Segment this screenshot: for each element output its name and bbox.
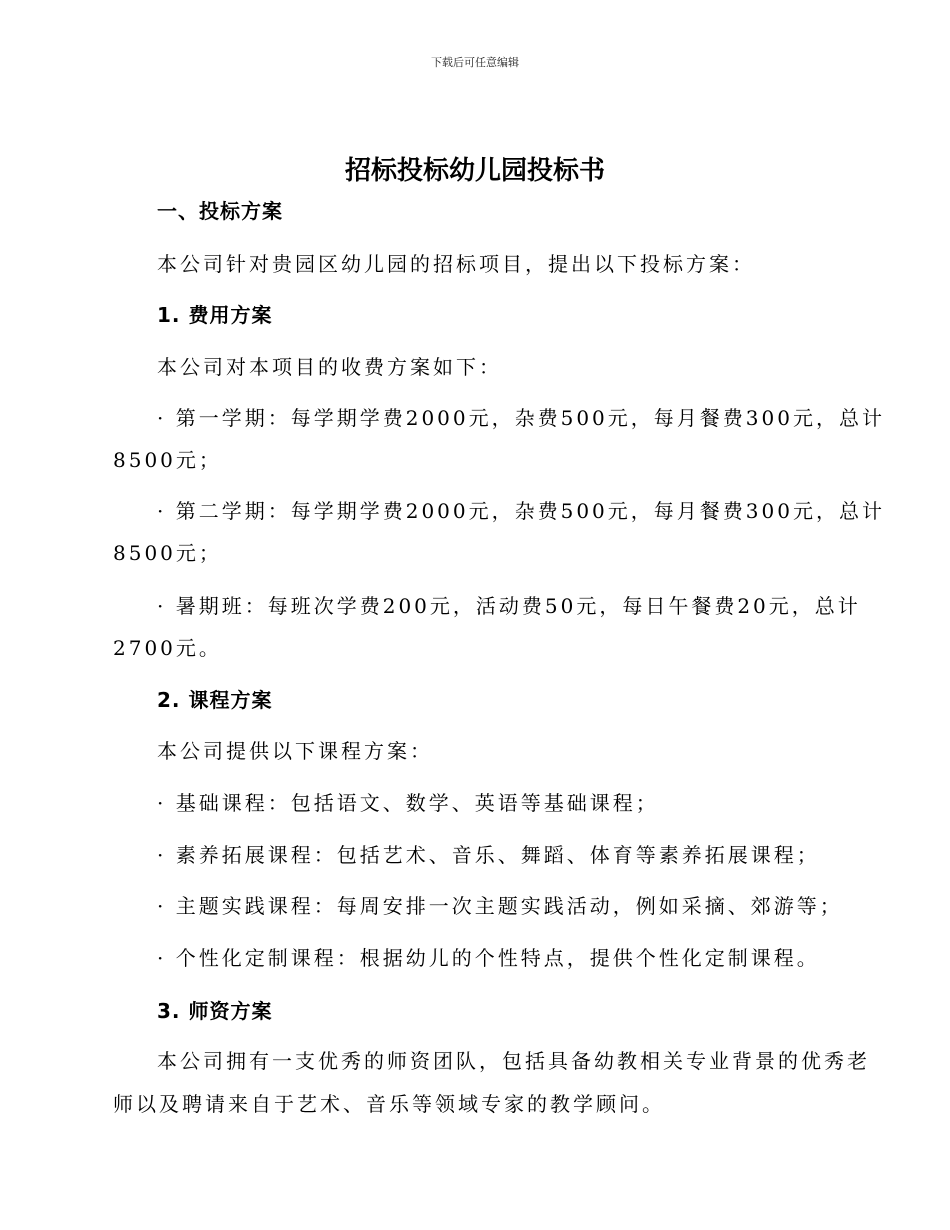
teacher-plan-heading: 3. 师资方案: [157, 999, 273, 1023]
course-plan-intro: 本公司提供以下课程方案：: [157, 739, 433, 763]
header-note: 下载后可任意编辑: [431, 56, 519, 69]
fee-item-semester-2: · 第二学期：每学期学费2000元，杂费500元，每月餐费300元，总计: [157, 499, 885, 523]
course-item-custom: · 个性化定制课程：根据幼儿的个性特点，提供个性化定制课程。: [157, 946, 820, 970]
course-item-basic: · 基础课程：包括语文、数学、英语等基础课程；: [157, 791, 659, 815]
teacher-plan-text-cont: 师以及聘请来自于艺术、音乐等领域专家的教学顾问。: [113, 1092, 665, 1116]
fee-item-semester-1-cont: 8500元；: [113, 448, 222, 472]
fee-item-semester-2-cont: 8500元；: [113, 541, 222, 565]
bid-plan-intro: 本公司针对贵园区幼儿园的招标项目，提出以下投标方案：: [157, 252, 755, 276]
fee-plan-intro: 本公司对本项目的收费方案如下：: [157, 355, 502, 379]
document-title: 招标投标幼儿园投标书: [344, 156, 605, 186]
fee-plan-heading: 1. 费用方案: [157, 303, 273, 327]
fee-item-summer: · 暑期班：每班次学费200元，活动费50元，每日午餐费20元，总计: [157, 594, 861, 618]
fee-item-summer-cont: 2700元。: [113, 636, 222, 660]
course-plan-heading: 2. 课程方案: [157, 688, 273, 712]
section-heading-bid-plan: 一、投标方案: [157, 199, 283, 223]
course-item-theme: · 主题实践课程：每周安排一次主题实践活动，例如采摘、郊游等；: [157, 894, 843, 918]
course-item-quality: · 素养拓展课程：包括艺术、音乐、舞蹈、体育等素养拓展课程；: [157, 843, 820, 867]
fee-item-semester-1: · 第一学期：每学期学费2000元，杂费500元，每月餐费300元，总计: [157, 406, 885, 430]
teacher-plan-text: 本公司拥有一支优秀的师资团队，包括具备幼教相关专业背景的优秀老: [157, 1049, 870, 1073]
